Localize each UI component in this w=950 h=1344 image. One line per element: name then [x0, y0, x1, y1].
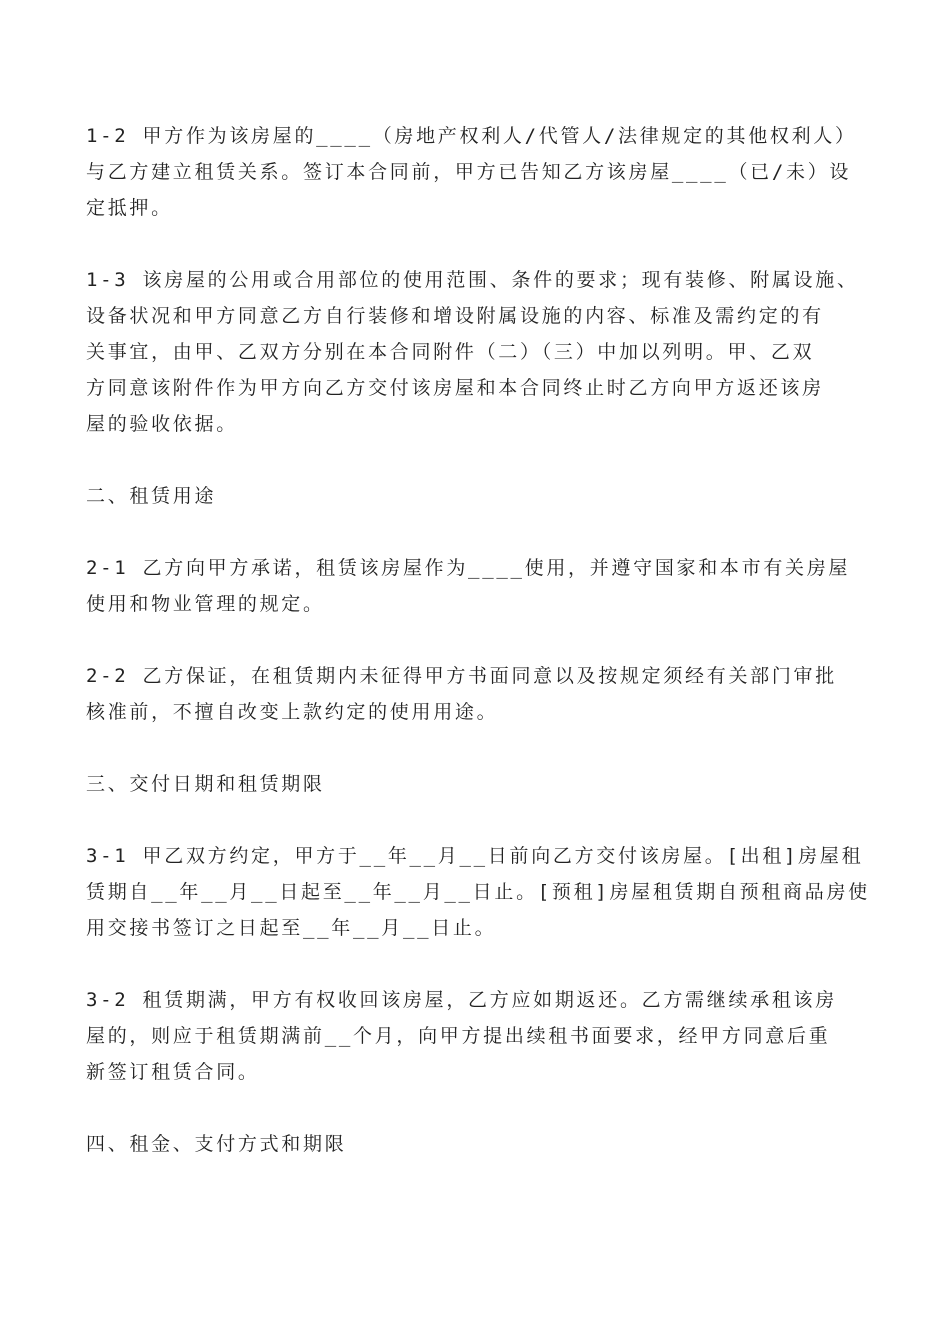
heading-text: 二、租赁用途 [86, 485, 217, 507]
text-line: 用交接书签订之日起至__年__月__日止。 [86, 917, 497, 939]
section-heading-4 [86, 1126, 876, 1162]
document-body [86, 118, 876, 1198]
text-line: 2-2 乙方保证，在租赁期内未征得甲方书面同意以及按规定须经有关部门审批 [86, 665, 837, 687]
text-line: 屋的，则应于租赁期满前__个月，向甲方提出续租书面要求，经甲方同意后重 [86, 1025, 831, 1047]
clause-3-1 [86, 838, 876, 946]
clause-2-1 [86, 550, 876, 622]
text-line: 3-2 租赁期满，甲方有权收回该房屋，乙方应如期返还。乙方需继续承租该房 [86, 989, 837, 1011]
section-heading-2 [86, 478, 876, 514]
text-line: 使用和物业管理的规定。 [86, 593, 325, 615]
text-line: 3-1 甲乙双方约定，甲方于__年__月__日前向乙方交付该房屋。[出租]房屋租 [86, 845, 864, 867]
text-line: 定抵押。 [86, 197, 173, 219]
text-line: 关事宜，由甲、乙双方分别在本合同附件（二）（三）中加以列明。甲、乙双 [86, 341, 815, 363]
text-line: 1-3 该房屋的公用或合用部位的使用范围、条件的要求；现有装修、附属设施、 [86, 269, 859, 291]
text-line: 1-2 甲方作为该房屋的____（房地产权利人/代管人/法律规定的其他权利人） [86, 125, 857, 147]
text-line: 与乙方建立租赁关系。签订本合同前，甲方已告知乙方该房屋____（已/未）设 [86, 161, 852, 183]
text-line: 2-1 乙方向甲方承诺，租赁该房屋作为____使用，并遵守国家和本市有关房屋 [86, 557, 851, 579]
text-line: 方同意该附件作为甲方向乙方交付该房屋和本合同终止时乙方向甲方返还该房 [86, 377, 824, 399]
section-heading-3 [86, 766, 876, 802]
clause-3-2 [86, 982, 876, 1090]
text-line: 新签订租赁合同。 [86, 1061, 260, 1083]
clause-2-2 [86, 658, 876, 730]
clause-1-3 [86, 262, 876, 442]
heading-text: 三、交付日期和租赁期限 [86, 773, 325, 795]
text-line: 设备状况和甲方同意乙方自行装修和增设附属设施的内容、标准及需约定的有 [86, 305, 824, 327]
text-line: 核准前，不擅自改变上款约定的使用用途。 [86, 701, 499, 723]
text-line: 赁期自__年__月__日起至__年__月__日止。[预租]房屋租赁期自预租商品房使 [86, 881, 870, 903]
clause-1-2 [86, 118, 876, 226]
text-line: 屋的验收依据。 [86, 413, 238, 435]
heading-text: 四、租金、支付方式和期限 [86, 1133, 347, 1155]
